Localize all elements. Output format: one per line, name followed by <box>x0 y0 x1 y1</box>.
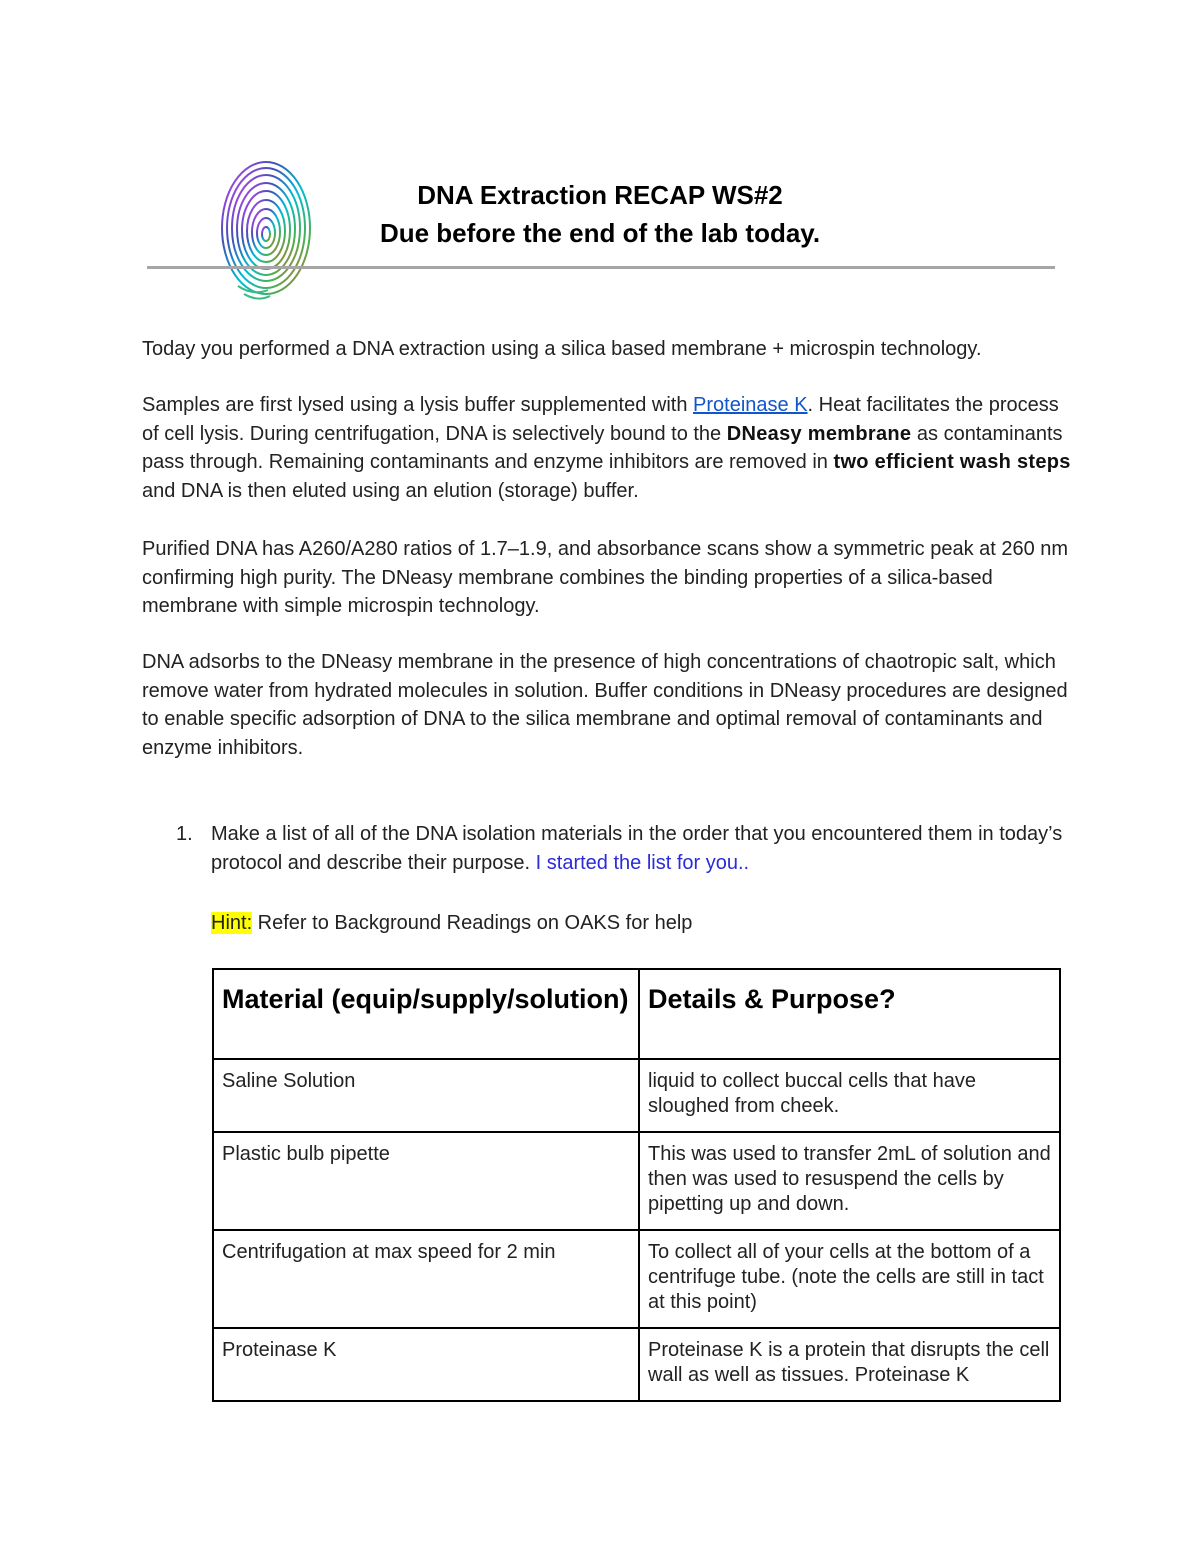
title-line-1: DNA Extraction RECAP WS#2 <box>417 180 783 210</box>
details-cell: liquid to collect buccal cells that have sloughed from cheek. <box>639 1059 1060 1132</box>
p2-text-b: . Heat facilitates the process of cell lysis. During centrifugation, DNA is selectively bound to the <box>142 394 1059 445</box>
materials-table <box>212 968 1061 1402</box>
table-row <box>213 1230 1060 1328</box>
paragraph-3: Purified DNA has A260/A280 ratios of 1.7–1.9, and absorbance scans show a symmetric peak at 260 nm confirming high purity. The DNeasy membrane combines the binding properties of a silica-based membrane with simple microspin technology. <box>142 538 1069 617</box>
question-number: 1. <box>176 823 193 845</box>
paragraph-1: Today you performed a DNA extraction using a silica based membrane + microspin technology. <box>142 338 982 360</box>
hint-label: Hint: <box>211 912 253 934</box>
wash-steps-bold: two efficient wash steps <box>833 451 1071 473</box>
worksheet-title <box>318 176 882 252</box>
table-row <box>213 1132 1060 1230</box>
table-row <box>213 1059 1060 1132</box>
material-cell: Saline Solution <box>213 1059 639 1132</box>
header-details: Details & Purpose? <box>639 969 1060 1059</box>
p2-text-d: and DNA is then eluted using an elution (storage) buffer. <box>142 479 639 502</box>
question-note: I started the list for you.. <box>535 851 750 874</box>
material-cell: Plastic bulb pipette <box>213 1132 639 1230</box>
dneasy-membrane-bold: DNeasy membrane <box>726 422 912 445</box>
proteinase-k-link[interactable]: Proteinase K <box>693 394 808 416</box>
question-text: Make a list of all of the DNA isolation materials in the order that you encountered them in today’s protocol and describe their purpose. <box>211 823 1063 874</box>
details-cell: Proteinase K is a protein that disrupts the cell wall as well as tissues. Proteinase K <box>639 1328 1060 1401</box>
intro-paragraph <box>142 335 1072 364</box>
title-line-2: Due before the end of the lab today. <box>379 218 821 248</box>
fingerprint-icon <box>218 158 314 308</box>
material-cell: Proteinase K <box>213 1328 639 1401</box>
table-header-row <box>213 969 1060 1059</box>
paragraph-4: DNA adsorbs to the DNeasy membrane in the presence of high concentrations of chaotropic salt, which remove water from hydrated molecules in solution. Buffer conditions in DNeasy procedures are designed to enable specific adsorption of DNA to the silica membrane and optimal removal of contaminants and enzyme inhibitors. <box>142 651 1068 759</box>
purity-paragraph <box>142 535 1072 621</box>
adsorption-paragraph <box>142 648 1072 762</box>
details-cell: This was used to transfer 2mL of solution and then was used to resuspend the cells by pipetting up and down. <box>639 1132 1060 1230</box>
table-row <box>213 1328 1060 1401</box>
p2-text-a: Samples are first lysed using a lysis buffer supplemented with <box>142 394 694 416</box>
material-cell: Centrifugation at max speed for 2 min <box>213 1230 639 1328</box>
details-cell: To collect all of your cells at the bottom of a centrifuge tube. (note the cells are still in tact at this point) <box>639 1230 1060 1328</box>
p2-text-c: as contaminants pass through. Remaining contaminants and enzyme inhibitors are removed in <box>142 422 1063 473</box>
hint-text: Refer to Background Readings on OAKS for help <box>252 912 693 934</box>
question-text-block <box>211 820 1071 877</box>
hint-line <box>211 909 692 938</box>
header-material: Material (equip/supply/solution) <box>213 969 639 1059</box>
lysis-paragraph <box>142 391 1072 505</box>
header-rule <box>147 266 1055 269</box>
